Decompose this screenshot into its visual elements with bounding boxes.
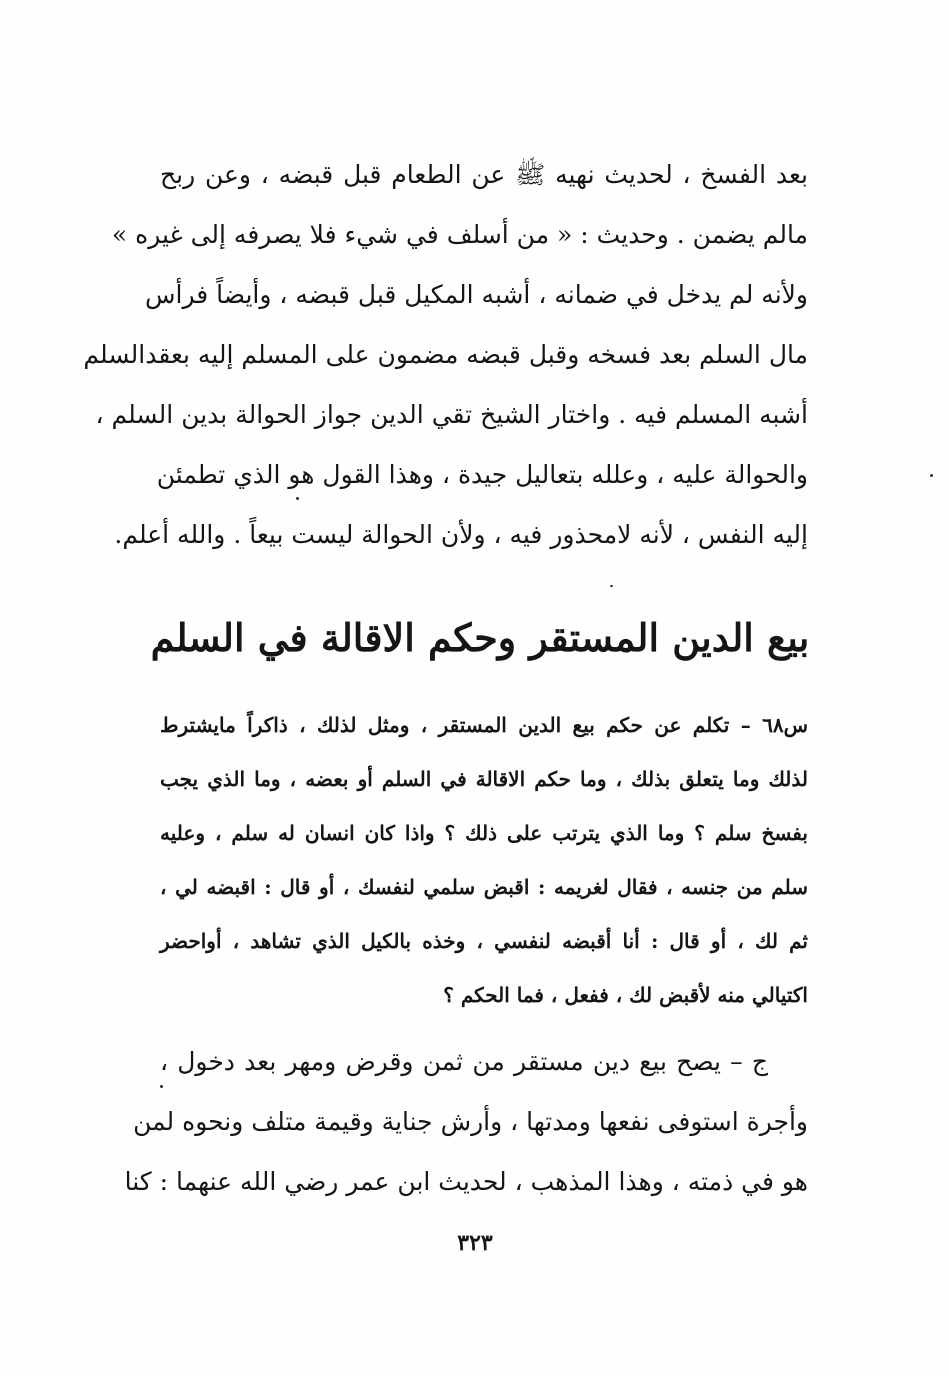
question-line: لذلك وما يتعلق بذلك ، وما حكم الاقالة في السلم أو بعضه ، وما الذي يجب [160, 767, 808, 791]
page-number: ٣٢٣ [457, 1230, 493, 1256]
scan-speck [610, 585, 613, 587]
question-line: ثم لك ، أو قال : أنا أقبضه لنفسي ، وخذه بالكيل الذي تشاهد ، أواحضر [160, 929, 808, 953]
question-line: اكتيالي منه لأقبض لك ، ففعل ، فما الحكم ؟ [443, 983, 808, 1007]
question-paragraph [160, 703, 808, 1027]
paragraph-previous-discussion [83, 150, 808, 570]
text-line: مال السلم بعد فسخه وقبل قبضه مضمون على المسلم إليه بعقدالسلم [83, 340, 808, 369]
scan-speck [160, 1085, 163, 1088]
scan-speck [296, 497, 299, 500]
text-line: بعد الفسخ ، لحديث نهيه ﷺ عن الطعام قبل قبضه ، وعن ربح [160, 160, 808, 189]
question-line: سلم من جنسه ، فقال لغريمه : اقبض سلمي لنفسك ، أو قال : اقبضه لي ، [160, 875, 808, 899]
text-line: ولأنه لم يدخل في ضمانه ، أشبه المكيل قبل قبضه ، وأيضاً فرأس [145, 280, 808, 309]
answer-paragraph [124, 1037, 808, 1217]
scan-speck [930, 474, 933, 477]
question-line: بفسخ سلم ؟ وما الذي يترتب على ذلك ؟ واذا كان انسان له سلم ، وعليه [160, 821, 808, 845]
answer-line: ج – يصح بيع دين مستقر من ثمن وقرض ومهر بعد دخول ، [160, 1047, 768, 1076]
answer-line: هو في ذمته ، وهذا المذهب ، لحديث ابن عمر رضي الله عنهما : كنا [124, 1167, 808, 1196]
text-line: أشبه المسلم فيه . واختار الشيخ تقي الدين جواز الحوالة بدين السلم ، [95, 400, 808, 429]
text-line: والحوالة عليه ، وعلله بتعاليل جيدة ، وهذا القول هو الذي تطمئن [156, 460, 808, 489]
text-line: مالم يضمن . وحديث : « من أسلف في شيء فلا يصرفه إلى غيره » [111, 220, 808, 249]
answer-line: وأجرة استوفى نفعها ومدتها ، وأرش جناية وقيمة متلف ونحوه لمن [133, 1107, 808, 1136]
question-line: س٦٨ – تكلم عن حكم بيع الدين المستقر ، ومثل لذلك ، ذاكراً مايشترط [160, 713, 808, 737]
section-heading: بيع الدين المستقر وحكم الاقالة في السلم [150, 615, 810, 660]
text-line: إليه النفس ، لأنه لامحذور فيه ، ولأن الحوالة ليست بيعاً . والله أعلم. [114, 520, 808, 549]
